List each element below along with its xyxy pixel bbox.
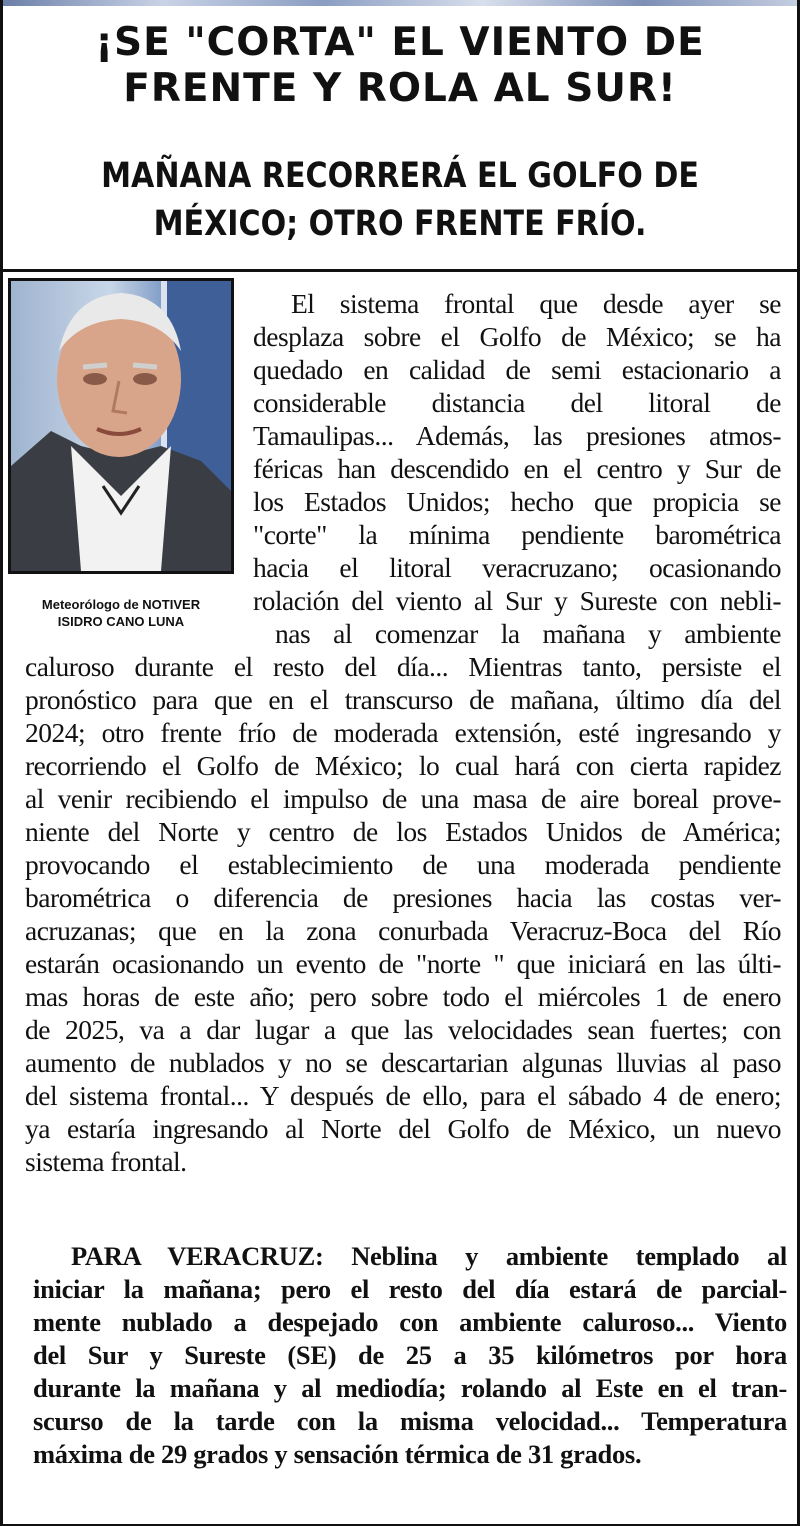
article-line: desplaza sobre el Golfo de México; se ha bbox=[253, 321, 781, 352]
article-line: nas al comenzar la mañana y ambiente bbox=[275, 618, 781, 649]
forecast-paragraph bbox=[33, 1240, 787, 1471]
article-line: El sistema frontal que desde ayer se bbox=[291, 288, 781, 319]
caption-line-1: Meteorólogo de NOTIVER bbox=[41, 597, 201, 612]
author-photo bbox=[8, 278, 234, 574]
article-line: pronóstico para que en el transcurso de mañana, último día del bbox=[25, 684, 781, 715]
subheadline bbox=[59, 152, 742, 248]
photo-caption bbox=[13, 596, 229, 630]
forecast-line: máxima de 29 grados y sensación térmica de 31 grados. bbox=[33, 1439, 642, 1469]
article-line: barométrica o diferencia de presiones hacia las costas ver- bbox=[25, 882, 781, 913]
subheadline-line-2: MÉXICO; OTRO FRENTE FRÍO. bbox=[153, 204, 647, 244]
forecast-line: del Sur y Sureste (SE) de 25 a 35 kilómetros por hora bbox=[33, 1340, 787, 1370]
article-line: provocando el establecimiento de una moderada pendiente bbox=[25, 849, 781, 880]
article-line: quedado en calidad de semi estacionario a bbox=[253, 354, 781, 385]
article-line: estarán ocasionando un evento de "norte " que iniciará en las últi- bbox=[25, 948, 781, 979]
article-line: "corte" la mínima pendiente barométrica bbox=[253, 519, 781, 550]
forecast-line: durante la mañana y al mediodía; rolando al Este en el tran- bbox=[33, 1373, 787, 1403]
article-line: Tamaulipas... Además, las presiones atmos- bbox=[253, 420, 781, 451]
article-line: sistema frontal. bbox=[25, 1146, 187, 1177]
forecast-line: scurso de la tarde con la misma velocidad... Temperatura bbox=[33, 1406, 787, 1436]
article-line: los Estados Unidos; hecho que propicia se bbox=[253, 486, 781, 517]
top-color-strip bbox=[3, 0, 800, 6]
article-line: recorriendo el Golfo de México; lo cual hará con cierta rapidez bbox=[25, 750, 781, 781]
article-line: 2024; otro frente frío de moderada extensión, esté ingresando y bbox=[25, 717, 781, 748]
article-line: de 2025, va a dar lugar a que las velocidades sean fuertes; con bbox=[25, 1014, 781, 1045]
forecast-line: PARA VERACRUZ: Neblina y ambiente templado al bbox=[71, 1241, 787, 1271]
article-line: rolación del viento al Sur y Sureste con nebli- bbox=[253, 585, 781, 616]
portrait-illustration bbox=[11, 281, 231, 571]
caption-line-2: ISIDRO CANO LUNA bbox=[57, 614, 185, 629]
article-line: mas horas de este año; pero sobre todo el miércoles 1 de enero bbox=[25, 981, 781, 1012]
article-line: considerable distancia del litoral de bbox=[253, 387, 781, 418]
article-column-wide bbox=[25, 650, 781, 1178]
article-line: hacia el litoral veracruzano; ocasionando bbox=[253, 552, 781, 583]
article-line: niente del Norte y centro de los Estados Unidos de América; bbox=[25, 816, 781, 847]
article-line: del sistema frontal... Y después de ello, para el sábado 4 de enero; bbox=[25, 1080, 781, 1111]
article-line: ya estaría ingresando al Norte del Golfo de México, un nuevo bbox=[25, 1113, 781, 1144]
forecast-line: mente nublado a despejado con ambiente caluroso... Viento bbox=[33, 1307, 787, 1337]
article-line: aumento de nublados y no se descartarian algunas lluvias al paso bbox=[25, 1047, 781, 1078]
headline-line-1: ¡SE "CORTA" EL VIENTO DE bbox=[95, 20, 705, 65]
article-line: féricas han descendido en el centro y Sur de bbox=[253, 453, 781, 484]
article-line: acruzanas; que en la zona conurbada Veracruz-Boca del Río bbox=[25, 915, 781, 946]
headline bbox=[3, 20, 797, 112]
article-line: caluroso durante el resto del día... Mientras tanto, persiste el bbox=[25, 651, 781, 682]
section-divider bbox=[3, 269, 797, 272]
headline-line-2: FRENTE Y ROLA AL SUR! bbox=[123, 66, 677, 111]
article-column-narrow bbox=[253, 287, 781, 650]
article-line: al venir recibiendo el impulso de una masa de aire boreal prove- bbox=[25, 783, 781, 814]
forecast-line: iniciar la mañana; pero el resto del día estará de parcial- bbox=[33, 1274, 787, 1304]
subheadline-line-1: MAÑANA RECORRERÁ EL GOLFO DE bbox=[101, 156, 699, 196]
